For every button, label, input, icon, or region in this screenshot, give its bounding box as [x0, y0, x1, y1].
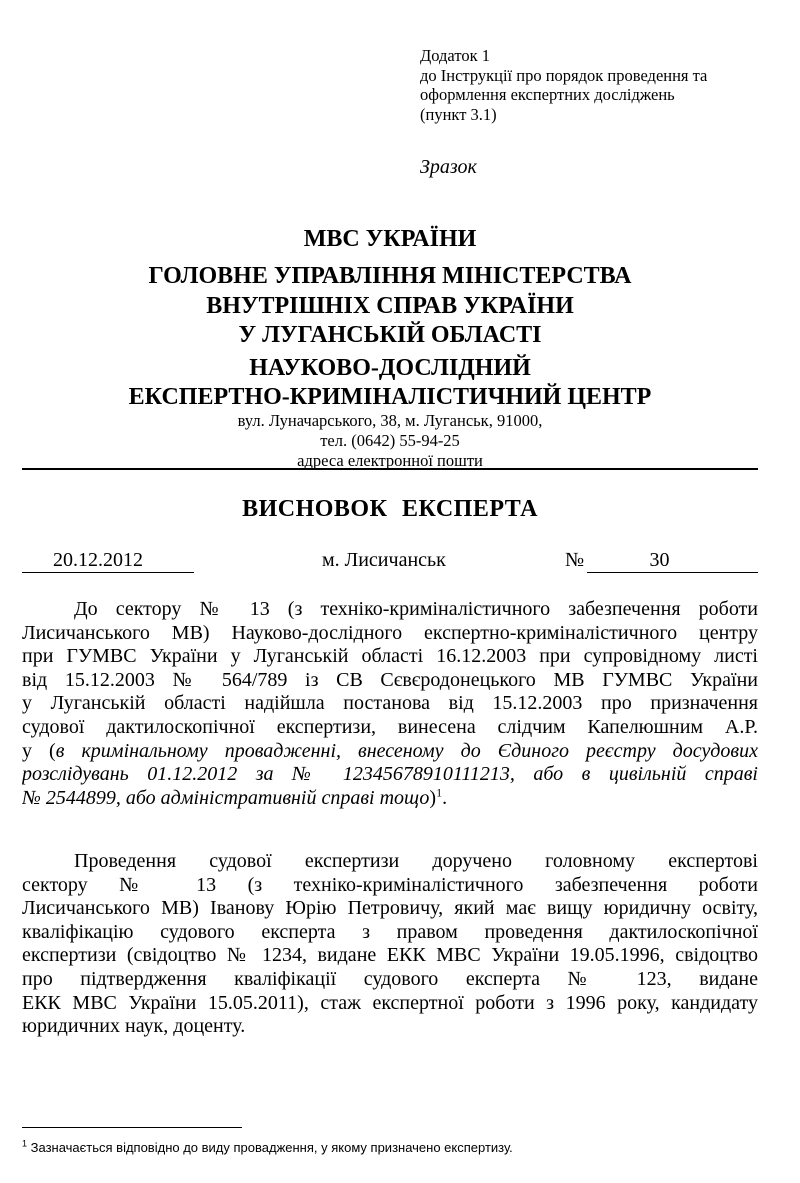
- appendix-line: до Інструкції про порядок проведення та: [420, 65, 708, 85]
- department-line: У ЛУГАНСЬКІЙ ОБЛАСТІ: [238, 322, 542, 348]
- date-field: 20.12.2012: [22, 548, 194, 573]
- italic-text: в кримінальному провадженні, внесеному до Єдиного реєстру досудових: [55, 739, 758, 762]
- center-line: НАУКОВО-ДОСЛІДНИЙ: [249, 355, 531, 381]
- paragraph-text: ): [429, 786, 437, 809]
- footnote-ref[interactable]: 1: [436, 786, 443, 800]
- department-heading: [0, 262, 780, 351]
- header-divider: [22, 468, 758, 470]
- footnote-divider: [22, 1127, 242, 1128]
- ministry-heading: МВС УКРАЇНИ: [303, 226, 477, 252]
- paragraph-text: .: [442, 786, 448, 809]
- footnote: [22, 1140, 513, 1155]
- paragraph-line: кваліфікацію судового експерта з правом проведення дактилоскопічної: [22, 920, 758, 943]
- italic-text: № 2544899, або адміністративній справі тощо: [22, 786, 430, 809]
- paragraph-line: розслідувань 01.12.2012 за № 12345678910111213, або в цивільній справі: [22, 763, 758, 786]
- paragraph-line: при ГУМВС України у Луганській області 16.12.2003 при супровідному листі: [22, 645, 758, 668]
- paragraph-line: про підтвердження кваліфікації судового експерта № 123, видане: [22, 967, 758, 990]
- center-line: ЕКСПЕРТНО-КРИМІНАЛІСТИЧНИЙ ЦЕНТР: [128, 384, 652, 410]
- city-label: м. Лисичанськ: [322, 549, 446, 571]
- sample-label: Зразок: [420, 156, 477, 178]
- paragraph-line: [22, 787, 758, 811]
- paragraph-line: експертизи (свідоцтво № 1234, видане ЕКК МВС України 19.05.1996, свідоцтво: [22, 944, 758, 967]
- email-label: адреса електронної пошти: [297, 451, 483, 470]
- number-sign: №: [565, 549, 585, 571]
- paragraph-line: [22, 740, 758, 764]
- paragraph-line: Лисичанського МВ) Науково-дослідного експертно-криміналістичного центру: [22, 621, 758, 644]
- paragraph-line: судової дактилоскопічної експертизи, винесена слідчим Капелюшним А.Р.: [22, 715, 758, 738]
- appendix-note: [420, 46, 780, 124]
- paragraph-line: Проведення судової експертизи доручено головному експертові: [74, 850, 758, 872]
- paragraph-receipt: [22, 598, 758, 810]
- paragraph-line: сектору № 13 (з техніко-криміналістичного забезпечення роботи: [22, 873, 758, 896]
- department-line: ГОЛОВНЕ УПРАВЛІННЯ МІНІСТЕРСТВА: [148, 263, 632, 289]
- phone-number: тел. (0642) 55-94-25: [320, 431, 460, 450]
- footnote-marker: 1: [22, 1138, 28, 1149]
- center-heading: [0, 354, 780, 412]
- paragraph-text: у (: [22, 739, 56, 762]
- appendix-line: оформлення експертних досліджень: [420, 85, 675, 104]
- appendix-line: (пункт 3.1): [420, 104, 497, 124]
- paragraph-line: юридичних наук, доценту.: [22, 1015, 246, 1038]
- paragraph-line: від 15.12.2003 № 564/789 із СВ Сєвєродонецького МВ ГУМВС України: [22, 668, 758, 691]
- postal-address: вул. Луначарського, 38, м. Луганськ, 91000,: [237, 411, 543, 430]
- document-title: ВИСНОВОК ЕКСПЕРТА: [242, 496, 538, 522]
- meta-line: [22, 548, 758, 578]
- appendix-line: Додаток 1: [420, 46, 490, 65]
- paragraph-line: ЕКК МВС України 15.05.2011), стаж експертної роботи з 1996 року, кандидату: [22, 991, 758, 1014]
- contact-block: [0, 411, 780, 471]
- paragraph-line: у Луганській області надійшла постанова від 15.12.2003 про призначення: [22, 692, 758, 715]
- paragraph-line: До сектору № 13 (з техніко-криміналістичного забезпечення роботи: [74, 598, 758, 620]
- paragraph-line: Лисичанського МВ) Іванову Юрію Петровичу, який має вищу юридичну освіту,: [22, 897, 758, 920]
- department-line: ВНУТРІШНІХ СПРАВ УКРАЇНИ: [206, 292, 574, 319]
- footnote-text: Зазначається відповідно до виду провадження, у якому призначено експертизу.: [27, 1140, 513, 1155]
- number-field: 30: [587, 548, 758, 573]
- paragraph-expert: [22, 850, 758, 1039]
